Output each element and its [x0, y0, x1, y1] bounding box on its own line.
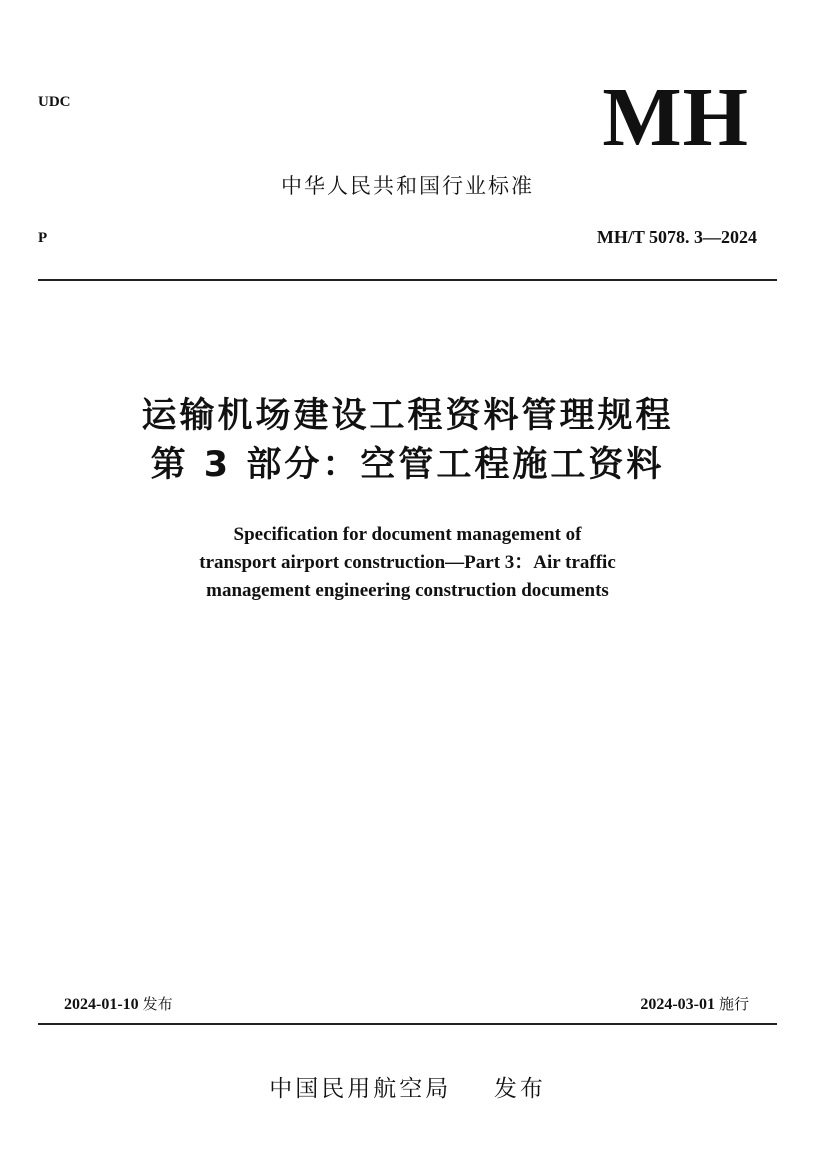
classification-code: P: [38, 230, 48, 246]
implementation-date-label: 施行: [718, 995, 749, 1013]
udc-label: UDC: [38, 94, 71, 110]
standard-number: MH/T 5078. 3—2024: [596, 227, 757, 247]
issuer-action: 发布: [493, 1076, 546, 1102]
standard-code-mark: MH: [602, 71, 749, 164]
issuer-name: 中国民用航空局: [269, 1076, 452, 1102]
implementation-date: [640, 993, 749, 1014]
english-title: [0, 521, 815, 605]
issue-date-label: 发布: [142, 995, 173, 1013]
english-title-line-2: transport airport construction—Part 3：Air traffic: [199, 552, 616, 573]
bottom-divider: [38, 1023, 777, 1025]
issuer-line: [0, 1070, 815, 1103]
english-title-line-1: Specification for document management of: [233, 524, 582, 545]
issue-date: [64, 993, 173, 1014]
top-divider: [38, 279, 777, 281]
chinese-title-line-2: 第 3 部分：空管工程施工资料: [150, 445, 665, 485]
issue-date-value: 2024-01-10: [64, 996, 139, 1013]
english-title-line-3: management engineering construction documents: [206, 580, 609, 601]
chinese-title-line-1: 运输机场建设工程资料管理规程: [141, 396, 674, 436]
chinese-title: [0, 392, 815, 490]
implementation-date-value: 2024-03-01: [640, 996, 715, 1013]
standard-type-heading: 中华人民共和国行业标准: [281, 174, 534, 198]
